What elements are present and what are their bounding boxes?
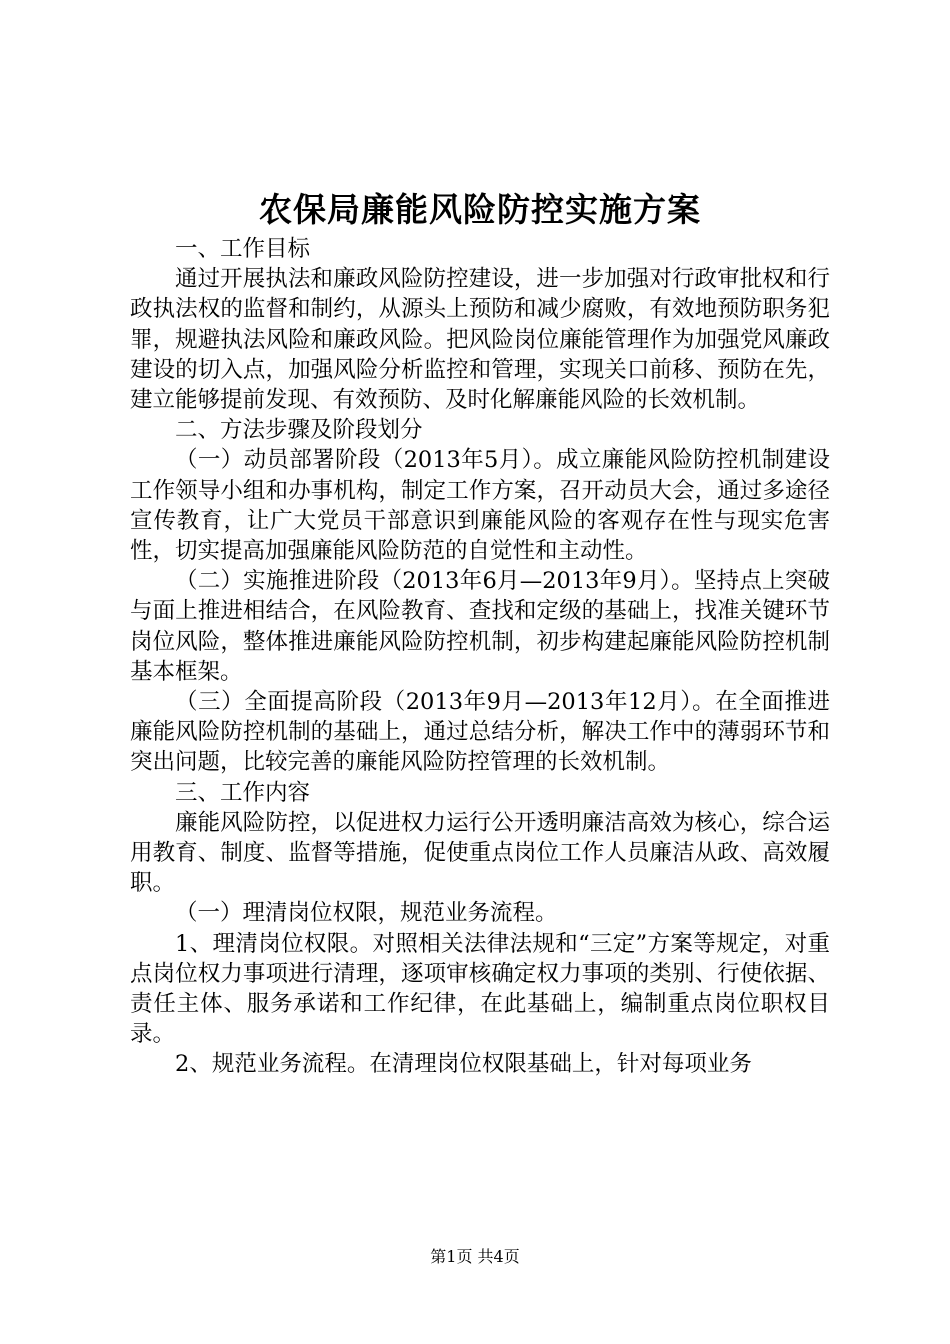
- document-page: [130, 188, 830, 1080]
- document-title: 农保局廉能风险防控实施方案: [259, 190, 701, 229]
- paragraph: 2、规范业务流程。在清理岗位权限基础上，针对每项业务: [175, 1051, 752, 1078]
- section-heading: 一、工作目标: [175, 236, 311, 262]
- paragraph: 通过开展执法和廉政风险防控建设，进一步加强对行政审批权和行政执法权的监督和制约，从源头上预防和减少腐败，有效地预防职务犯罪，规避执法风险和廉政风险。把风险岗位廉能管理作为加强党风廉政建设的切入点，加强风险分析监控和管理，实现关口前移、预防在先，建立能够提前发现、有效预防、及时化解廉能风险的长效机制。: [130, 266, 830, 414]
- section-heading: 二、方法步骤及阶段划分: [175, 417, 423, 444]
- page-footer: 第1页 共4页: [430, 1247, 520, 1266]
- paragraph: （一）动员部署阶段（2013年5月）。成立廉能风险防控机制建设工作领导小组和办事机构，制定工作方案，召开动员大会，通过多途径宣传教育，让广大党员干部意识到廉能风险的客观存在性与现实危害性，切实提高加强廉能风险防范的自觉性和主动性。: [130, 447, 830, 565]
- section-heading: 三、工作内容: [175, 779, 311, 806]
- document-body: [130, 234, 830, 1080]
- paragraph: 廉能风险防控，以促进权力运行公开透明廉洁高效为核心，综合运用教育、制度、监督等措施，促使重点岗位工作人员廉洁从政、高效履职。: [130, 809, 830, 897]
- subsection-heading: （一）理清岗位权限，规范业务流程。: [175, 900, 558, 927]
- paragraph: （三）全面提高阶段（2013年9月—2013年12月）。在全面推进廉能风险防控机制的基础上，通过总结分析，解决工作中的薄弱环节和突出问题，比较完善的廉能风险防控管理的长效机制。: [130, 689, 830, 776]
- paragraph: 1、理清岗位权限。对照相关法律法规和“三定”方案等规定，对重点岗位权力事项进行清理，逐项审核确定权力事项的类别、行使依据、责任主体、服务承诺和工作纪律，在此基础上，编制重点岗位职权目录。: [130, 930, 830, 1048]
- paragraph: （二）实施推进阶段（2013年6月—2013年9月）。坚持点上突破与面上推进相结合，在风险教育、查找和定级的基础上，找准关键环节岗位风险，整体推进廉能风险防控机制，初步构建起廉能风险防控机制基本框架。: [130, 568, 830, 685]
